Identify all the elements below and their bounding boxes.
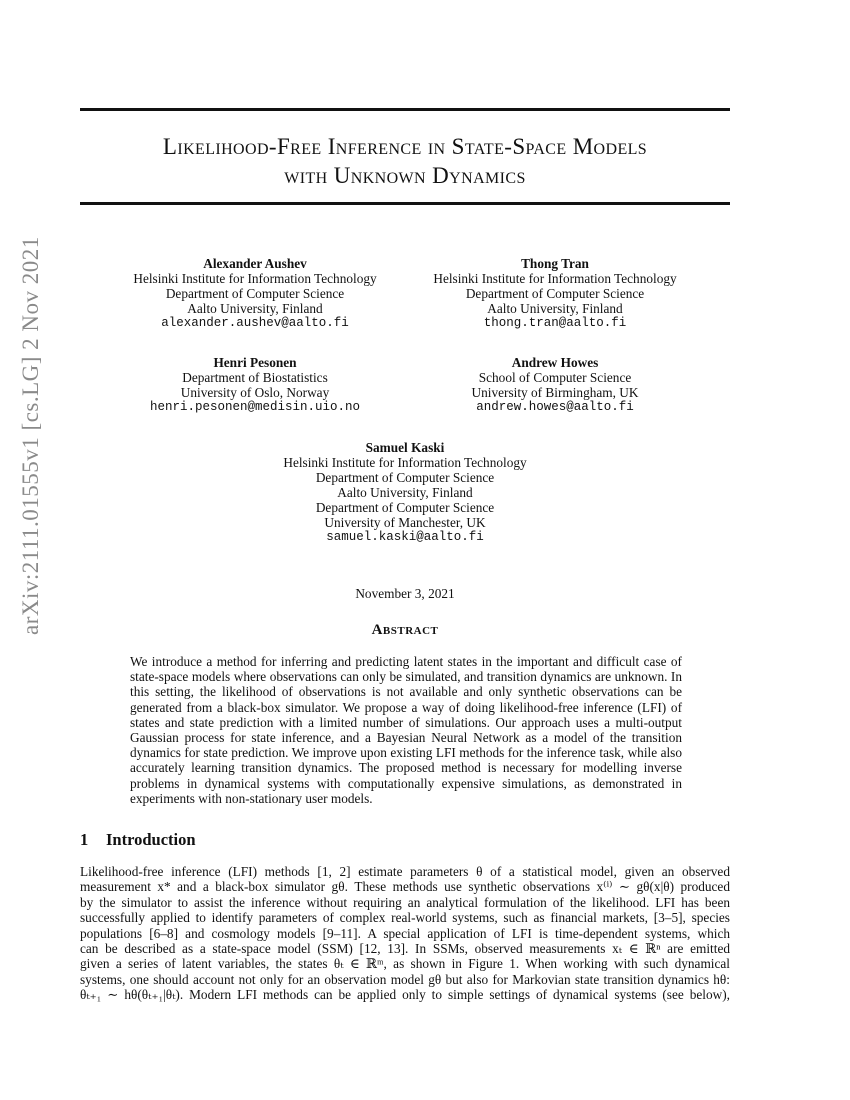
arxiv-identifier: arXiv:2111.01555v1 [cs.LG] 2 Nov 2021 [18,236,43,635]
author-affiliation: Helsinki Institute for Information Technology [133,271,377,286]
author-email[interactable]: samuel.kaski@aalto.fi [326,530,484,544]
author-name: Samuel Kaski [365,440,445,455]
title-bottom-rule [80,202,730,205]
author-affiliation: Helsinki Institute for Information Technology [283,455,527,470]
author-affiliation: University of Oslo, Norway [180,385,330,400]
author-name: Thong Tran [521,256,589,271]
author-affiliation: Aalto University, Finland [487,301,623,316]
body-line: systems, one should account not only for an observation model gθ but also for Markovian state transition dynamics hθ: [80,971,730,987]
body-line: can be described as a state-space model (SSM) [12, 13]. In SSMs, observed measurements xₜ ∈ ℝⁿ are emitted [80,941,730,957]
author-affiliation: Helsinki Institute for Information Technology [433,271,677,286]
abstract-text: We introduce a method for inferring and predicting latent states in the important and difficult case of state-space models where observations can only be simulated, and transition dynamics are unknown. In this setting, the likelihood of observations is not available and only synthetic observations can be generated from a black-box simulator. We propose a way of doing likelihood-free inference (LFI) of states and state prediction with a limited number of simulations. Our approach uses a multi-output Gaussian process for state inference, and a Bayesian Neural Network as a model of the transition dynamics for state prediction. We improve upon existing LFI methods for the inference task, while also accurately learning transition dynamics. The proposed method is necessary for modelling inverse problems in dynamical systems with computationally expensive simulations, as demonstrated in experiments with non-stationary user models. [130,654,682,806]
author-name: Andrew Howes [511,355,599,370]
author-affiliation: Department of Biostatistics [182,370,328,385]
author-email[interactable]: henri.pesonen@medisin.uio.no [149,400,361,414]
body-line: populations [6–8] and cosmology models [9–11]. A special application of LFI is time-dependent systems, which [80,925,730,941]
author-affiliation: Department of Computer Science [315,470,495,485]
title-top-rule [80,108,730,111]
author-block-tran [410,256,700,331]
body-line: by the simulator to assist the inference without requiring an analytical formulation of the likelihood. LFI has been [80,894,730,910]
author-block-kaski [255,440,555,545]
section-number: 1 [80,830,89,849]
abstract-heading: Abstract [371,622,439,638]
author-affiliation: Department of Computer Science [165,286,345,301]
author-email[interactable]: andrew.howes@aalto.fi [476,400,634,414]
author-affiliation: Department of Computer Science [465,286,645,301]
section-heading [80,830,196,850]
title-line-2: with Unknown Dynamics [284,163,526,188]
author-block-howes [430,355,680,415]
author-block-aushev [110,256,400,331]
body-line: measurement x* and a black-box simulator gθ. These methods use synthetic observations x⁽ⁱ⁾ ∼ gθ(x|θ) produced [80,879,730,895]
author-affiliation: University of Birmingham, UK [471,385,639,400]
body-line: given a series of latent variables, the states θₜ ∈ ℝᵐ, as shown in Figure 1. When working with such dynamical [80,956,730,972]
author-name: Alexander Aushev [203,256,307,271]
author-affiliation: School of Computer Science [478,370,632,385]
section-title: Introduction [106,830,196,849]
paper-title [80,132,730,190]
author-affiliation: Department of Computer Science [315,500,495,515]
title-line-1: Likelihood-Free Inference in State-Space Models [162,134,648,159]
author-block-pesonen [130,355,380,415]
author-affiliation: University of Manchester, UK [324,515,486,530]
body-line: Likelihood-free inference (LFI) methods [1, 2] estimate parameters θ of a statistical model, given an observed [80,864,730,879]
body-line: successfully applied to identify parameters of complex real-world systems, such as financial markets, [3–5], species [80,910,730,926]
introduction-body [80,864,730,1003]
author-affiliation: Aalto University, Finland [337,485,473,500]
author-email[interactable]: alexander.aushev@aalto.fi [161,316,349,330]
author-affiliation: Aalto University, Finland [187,301,323,316]
paper-date: November 3, 2021 [355,586,455,601]
author-email[interactable]: thong.tran@aalto.fi [483,316,627,330]
body-line: θₜ₊₁ ∼ hθ(θₜ₊₁|θₜ). Modern LFI methods can be applied only to simple settings of dynamical systems (see below), [80,987,730,1003]
author-name: Henri Pesonen [213,355,297,370]
